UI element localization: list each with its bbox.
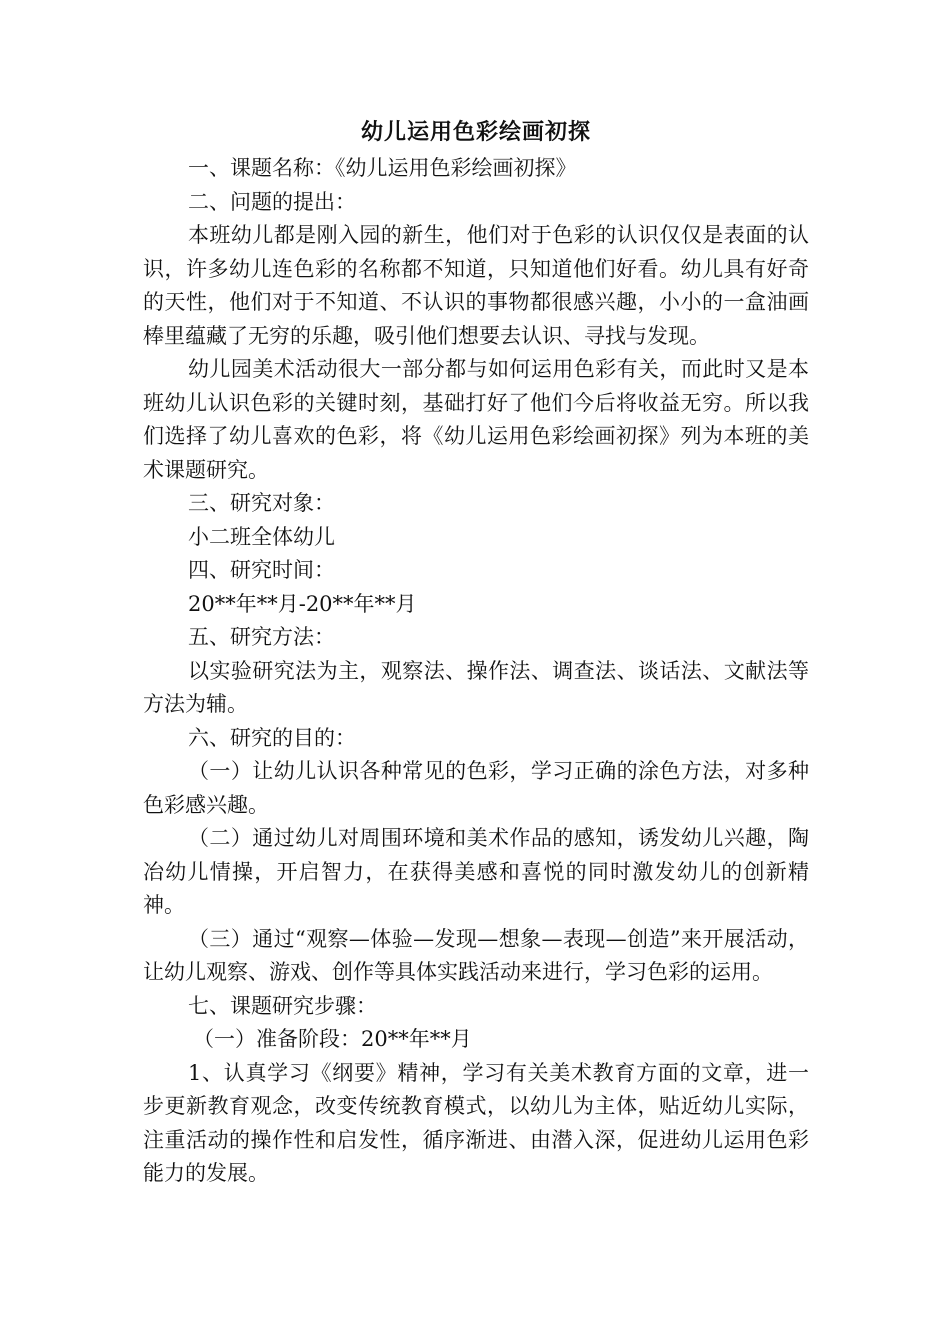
- section-heading-steps: 七、课题研究步骤：: [188, 993, 377, 1018]
- paragraph-step-1: 1、认真学习《纲要》精神，学习有关美术教育方面的文章，进一步更新教育观念，改变传统教育模式，以幼儿为主体，贴近幼儿实际，注重活动的操作性和启发性，循序渐进、由潜入深，促进幼儿运用色彩能力的发展。: [143, 1060, 809, 1185]
- paragraph-goal-1: （一）让幼儿认识各种常见的色彩，学习正确的涂色方法，对多种色彩感兴趣。: [143, 759, 809, 817]
- paragraph-problem-2: 幼儿园美术活动很大一部分都与如何运用色彩有关，而此时又是本班幼儿认识色彩的关键时刻，基础打好了他们今后将收益无穷。所以我们选择了幼儿喜欢的色彩，将《幼儿运用色彩绘画初探》列为本班的美术课题研究。: [143, 357, 809, 482]
- section-heading-topic-name: 一、课题名称：《幼儿运用色彩绘画初探》: [188, 156, 577, 180]
- paragraph-step-prep: （一）准备阶段：20**年**月: [193, 1027, 472, 1051]
- section-heading-problem: 二、问题的提出：: [188, 189, 356, 214]
- document-title: 幼儿运用色彩绘画初探: [360, 119, 591, 145]
- paragraph-goal-2: （二）通过幼儿对周围环境和美术作品的感知，诱发幼儿兴趣，陶冶幼儿情操，开启智力，在获得美感和喜悦的同时激发幼儿的创新精神。: [143, 826, 809, 917]
- section-heading-subjects: 三、研究对象：: [188, 491, 335, 515]
- paragraph-subjects: 小二班全体幼儿: [188, 524, 335, 549]
- document-body: [143, 112, 809, 1191]
- section-heading-time: 四、研究时间：: [188, 558, 335, 582]
- paragraph-goal-3: （三）通过“观察—体验—发现—想象—表现—创造”来开展活动，让幼儿观察、游戏、创作等具体实践活动来进行，学习色彩的运用。: [143, 926, 809, 984]
- section-heading-methods: 五、研究方法：: [188, 625, 335, 649]
- section-heading-goals: 六、研究的目的：: [188, 725, 356, 750]
- paragraph-methods: 以实验研究法为主，观察法、操作法、调查法、谈话法、文献法等方法为辅。: [143, 658, 809, 716]
- paragraph-time: 20**年**月-20**年**月: [188, 591, 417, 616]
- paragraph-problem-1: 本班幼儿都是刚入园的新生，他们对于色彩的认识仅仅是表面的认识，许多幼儿连色彩的名称都不知道，只知道他们好看。幼儿具有好奇的天性，他们对于不知道、不认识的事物都很感兴趣，小小的一盒油画棒里蕴藏了无穷的乐趣，吸引他们想要去认识、寻找与发现。: [143, 223, 809, 348]
